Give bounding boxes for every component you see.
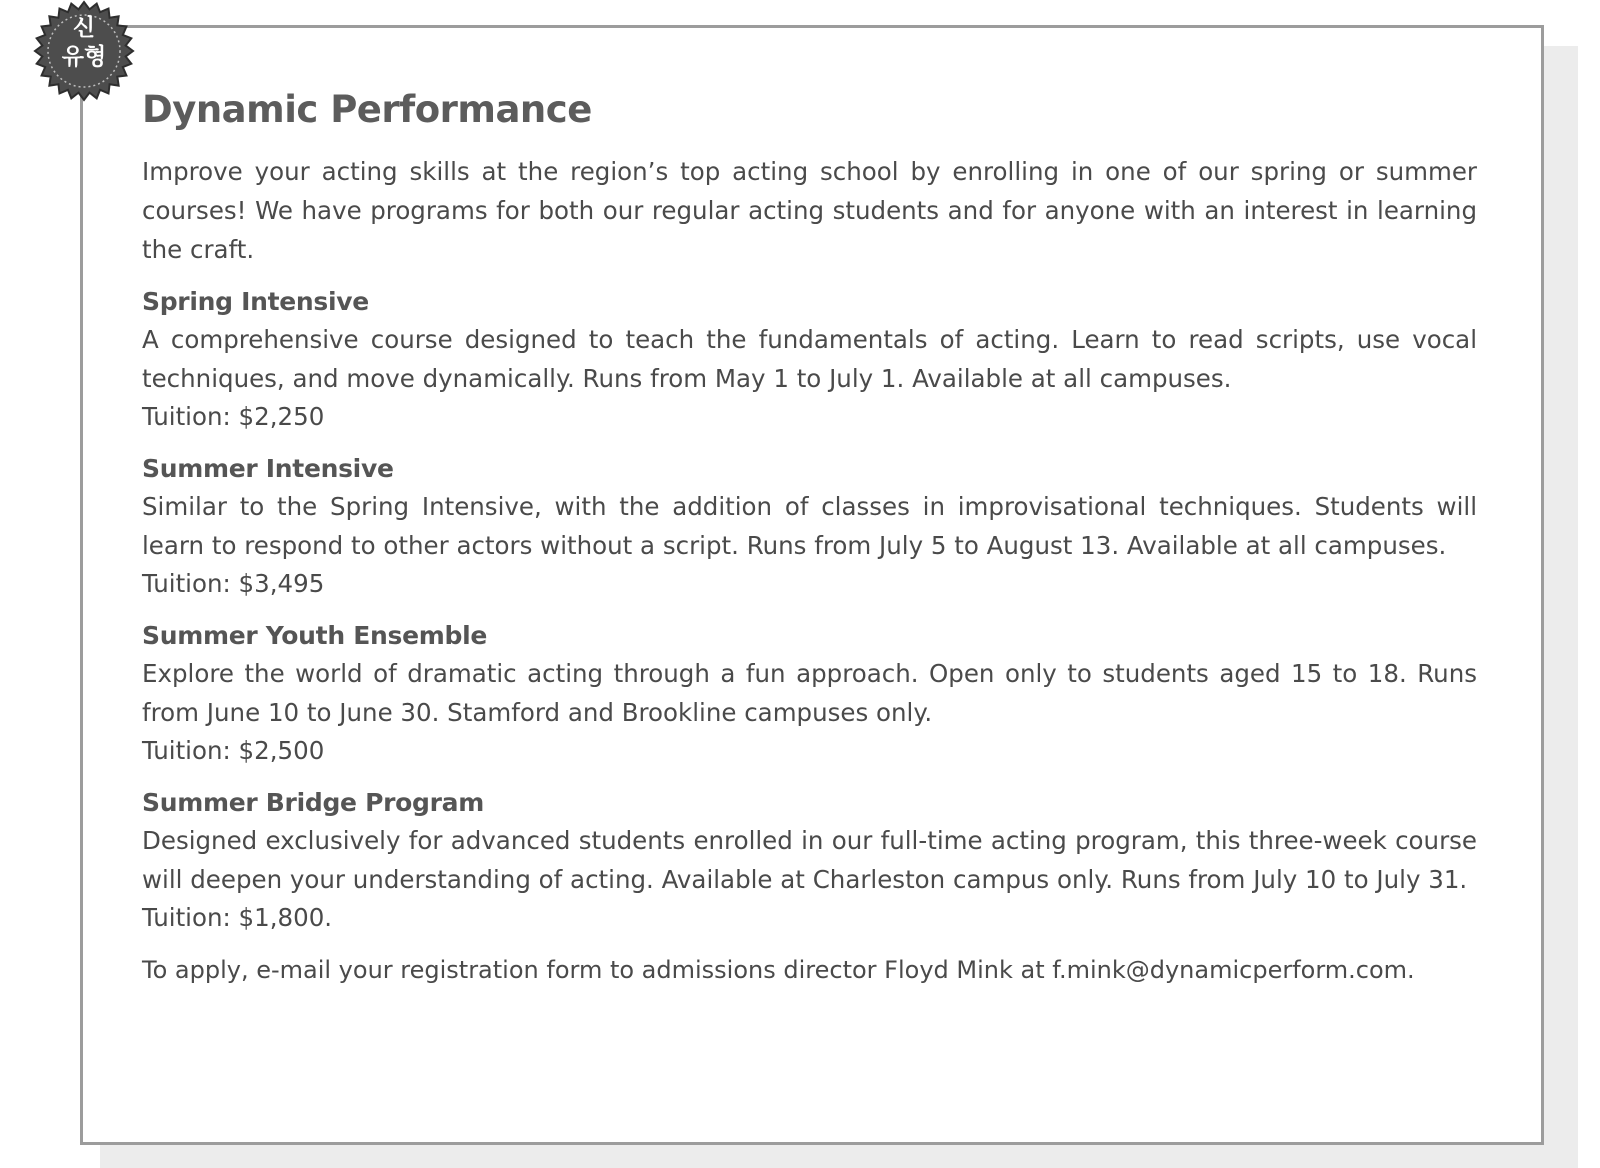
course-summer-intensive [142,450,1477,603]
course-description: Similar to the Spring Intensive, with the addition of classes in improvisational techniques. Students will learn to respond to other actors without a script. Runs from July 5 to August 13. Available at all campuses. [142,492,1477,560]
course-tuition: Tuition: $3,495 [142,569,325,598]
course-tuition: Tuition: $2,250 [142,402,325,431]
course-summer-youth-ensemble [142,617,1477,770]
course-name: Summer Youth Ensemble [142,621,488,650]
course-description: Explore the world of dramatic acting through a fun approach. Open only to students aged 15 to 18. Runs from June 10 to June 30. Stamford and Brookline campuses only. [142,659,1477,727]
notice-title: Dynamic Performance [142,88,592,131]
badge-label: 신 유형 [61,15,107,70]
course-tuition: Tuition: $1,800. [142,903,333,932]
new-type-badge [33,0,135,102]
application-instructions: To apply, e-mail your registration form to admissions director Floyd Mink at f.mink@dynamicperform.com. [142,956,1415,984]
course-tuition: Tuition: $2,500 [142,736,325,765]
course-description: Designed exclusively for advanced students enrolled in our full-time acting program, this three-week course will deepen your understanding of acting. Available at Charleston campus only. Runs from July 10 to July 31. [142,826,1477,894]
course-description: A comprehensive course designed to teach the fundamentals of acting. Learn to read scripts, use vocal techniques, and move dynamically. Runs from May 1 to July 1. Available at all campuses. [142,325,1477,393]
course-name: Spring Intensive [142,287,369,316]
notice-card [80,25,1544,1145]
course-spring-intensive [142,283,1477,436]
notice-content [142,86,1477,989]
course-name: Summer Intensive [142,454,394,483]
course-name: Summer Bridge Program [142,788,484,817]
course-summer-bridge-program [142,784,1477,937]
intro-paragraph: Improve your acting skills at the region’s top acting school by enrolling in one of our spring or summer courses! We have programs for both our regular acting students and for anyone with an interest in learning the craft. [142,157,1477,264]
